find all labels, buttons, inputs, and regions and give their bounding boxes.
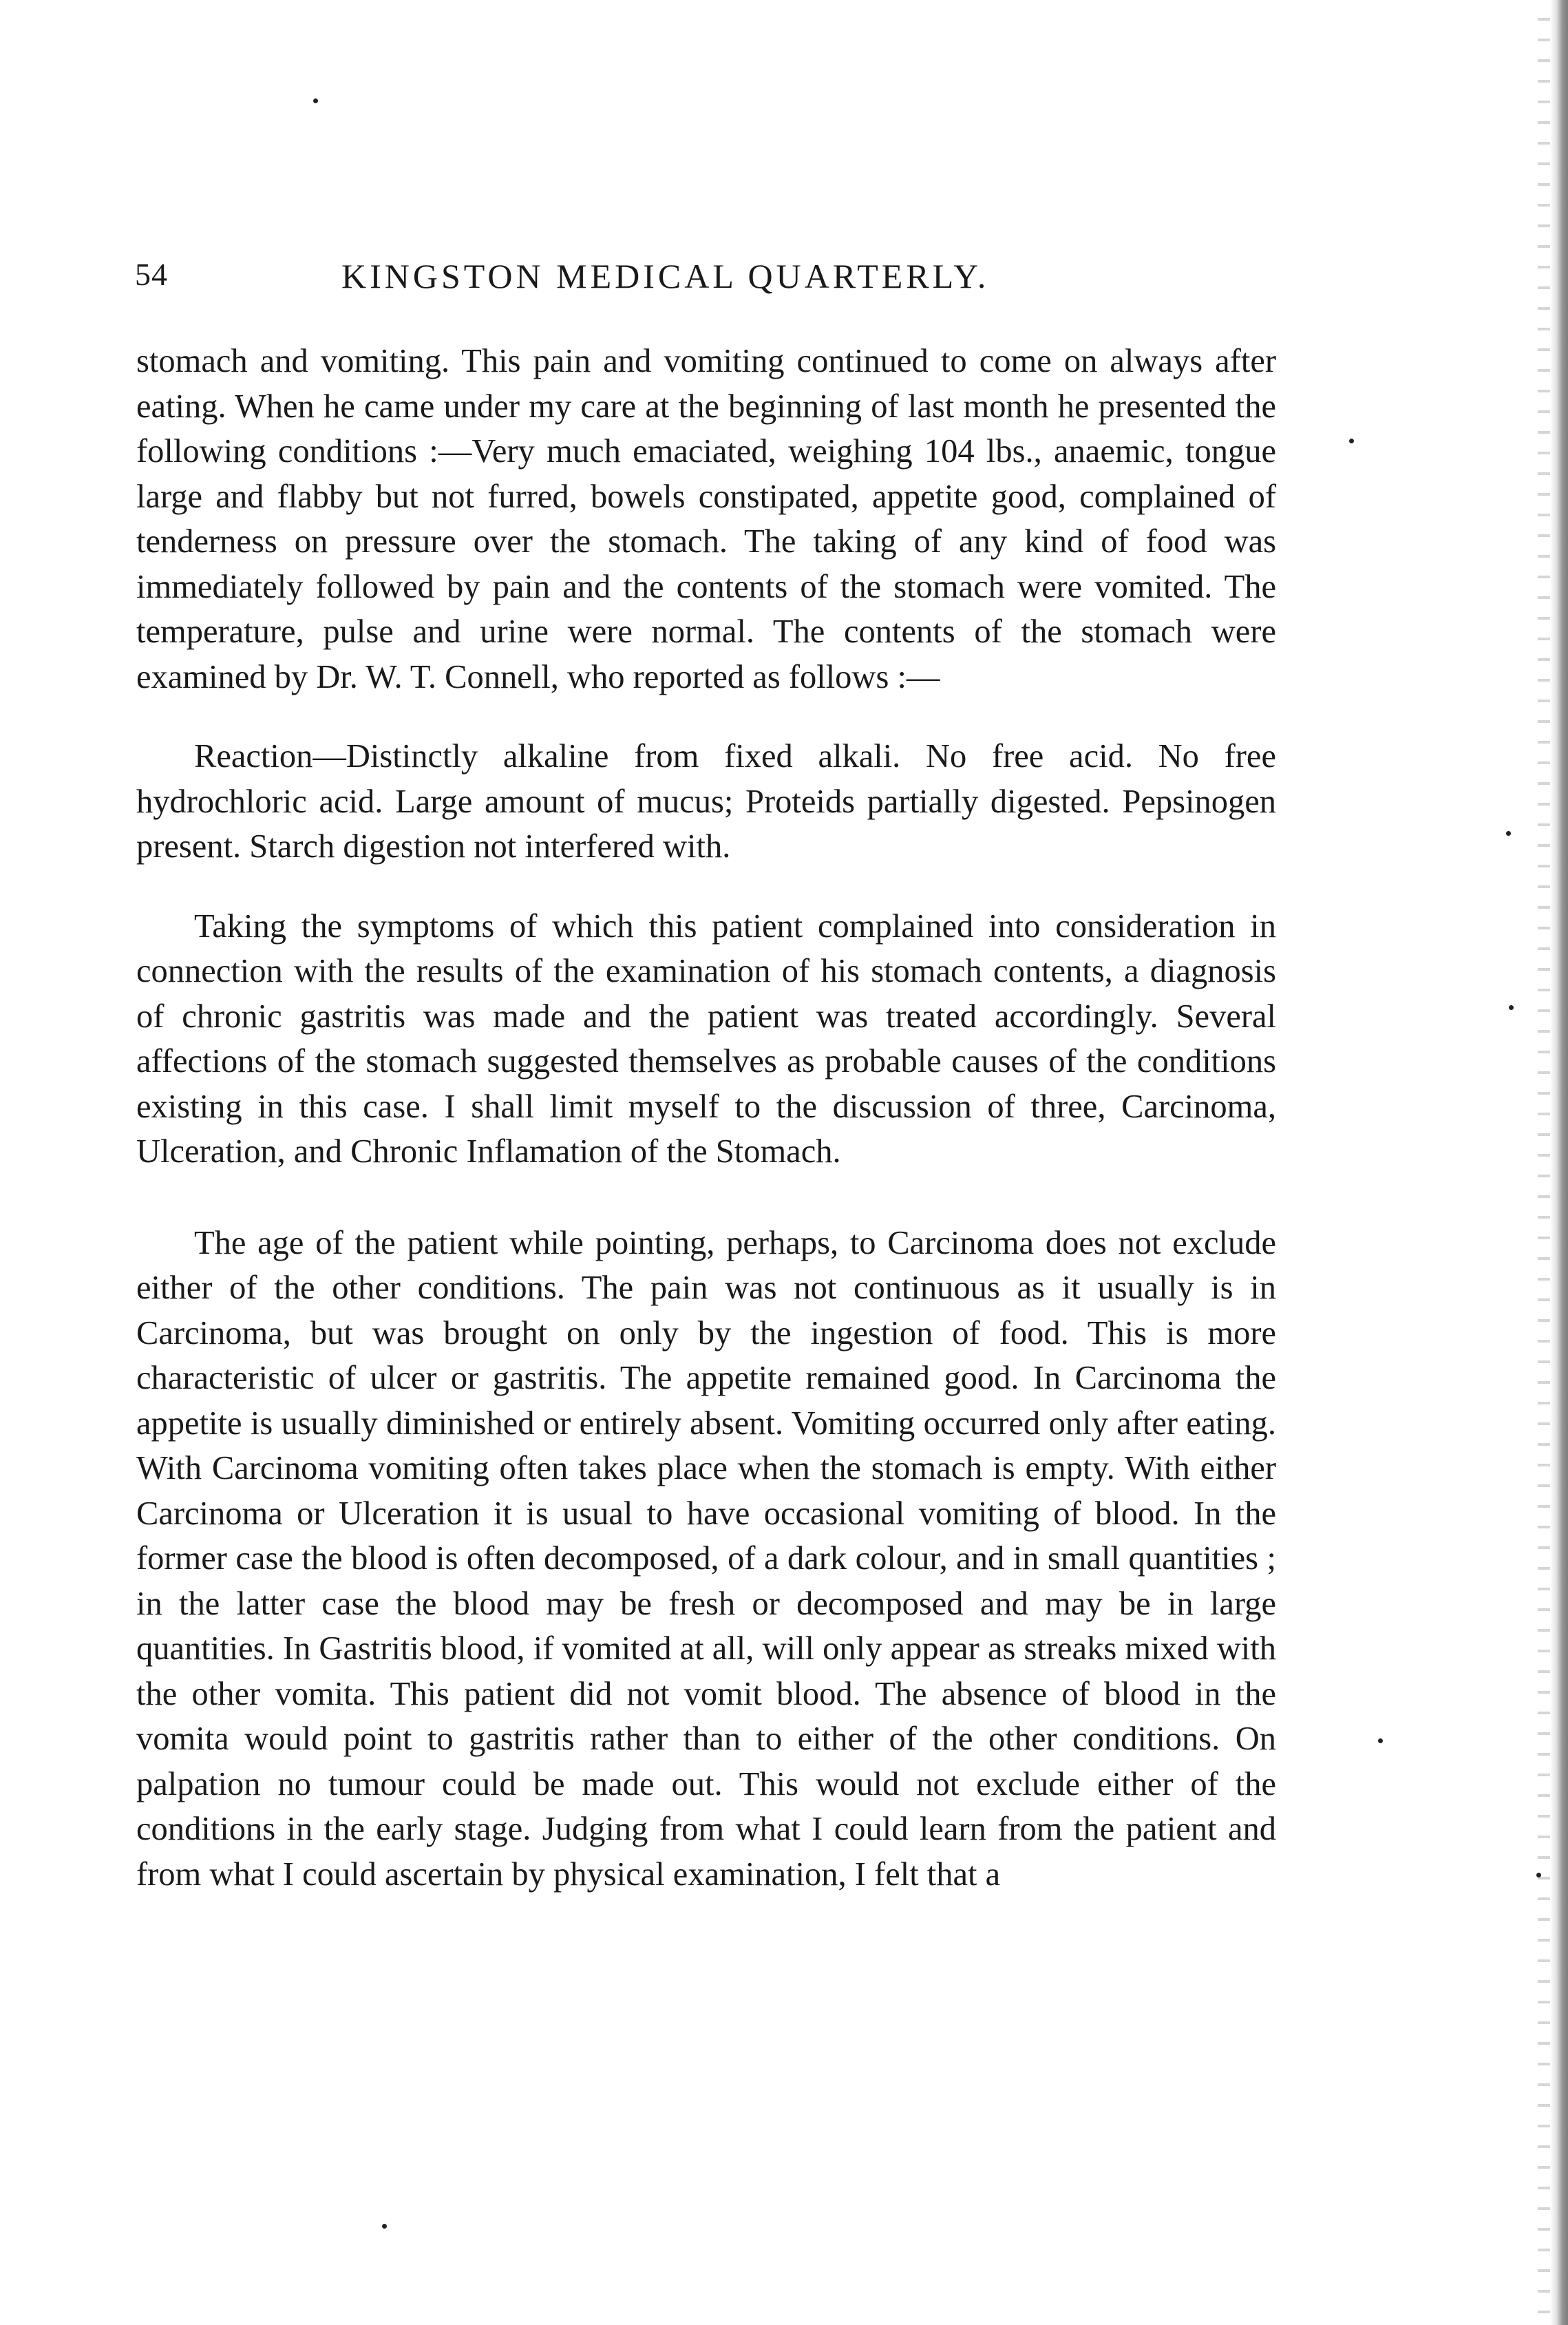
scan-speck — [1349, 439, 1354, 443]
page-edge-texture — [1538, 0, 1550, 2325]
running-head: KINGSTON MEDICAL QUARTERLY. — [341, 257, 990, 295]
scan-speck — [1378, 1738, 1383, 1743]
scan-speck — [1506, 831, 1511, 836]
article-body — [136, 339, 1276, 1897]
paragraph-case-history: stomach and vomiting. This pain and vomiting continued to come on always after eating. When he came under my care at the beginning of last month he presented the following conditions :—Very much emaciated, weighing 104 lbs., anaemic, tongue large and flabby but not furred, bowels constipated, appetite good, complained of tenderness on pressure over the stomach. The taking of any kind of food was immediately followed by pain and the contents of the stomach were vomited. The temperature, pulse and urine were normal. The contents of the stomach were examined by Dr. W. T. Connell, who reported as follows :— — [136, 343, 1276, 695]
page-edge-shadow — [1550, 0, 1568, 2325]
page-number: 54 — [135, 257, 168, 292]
paragraph-differential: The age of the patient while pointing, perhaps, to Carcinoma does not exclude either of the other conditions. The pain was not continuous as it usually is in Carcinoma, but was brought on only by the ingestion of food. This is more characteristic of ulcer or gastritis. The appetite remained good. In Carcinoma the appetite is usually diminished or entirely absent. Vomiting occurred only after eating. With Carcinoma vomiting often takes place when the stomach is empty. With either Carcinoma or Ulceration it is usual to have occasional vomiting of blood. In the former case the blood is often decomposed, of a dark colour, and in small quantities ; in the latter case the blood may be fresh or decomposed and may be in large quantities. In Gastritis blood, if vomited at all, will only appear as streaks mixed with the other vomita. This patient did not vomit blood. The absence of blood in the vomita would point to gastritis rather than to either of the other conditions. On palpation no tumour could be made out. This would not exclude either of the conditions in the early stage. Judging from what I could learn from the patient and from what I could ascertain by physical examination, I felt that a — [136, 1224, 1276, 1893]
scan-speck — [313, 98, 318, 103]
page-header — [135, 256, 1305, 304]
scan-speck — [382, 2224, 387, 2229]
paragraph-diagnosis: Taking the symptoms of which this patient complained into consideration in connection with the results of the examination of his stomach contents, a diagnosis of chronic gastritis was made and the patient was treated accordingly. Several affections of the stomach suggested themselves as probable causes of the conditions existing in this case. I shall limit myself to the discussion of three, Carcinoma, Ulceration, and Chronic Inflamation of the Stomach. — [136, 907, 1276, 1170]
paragraph-lab-report: Reaction—Distinctly alkaline from fixed alkali. No free acid. No free hydrochloric acid. Large amount of mucus; Proteids partially digested. Pepsinogen present. Starch digestion not interfered with. — [136, 738, 1276, 865]
scan-speck — [1509, 1005, 1514, 1010]
scan-speck — [1536, 1873, 1541, 1877]
